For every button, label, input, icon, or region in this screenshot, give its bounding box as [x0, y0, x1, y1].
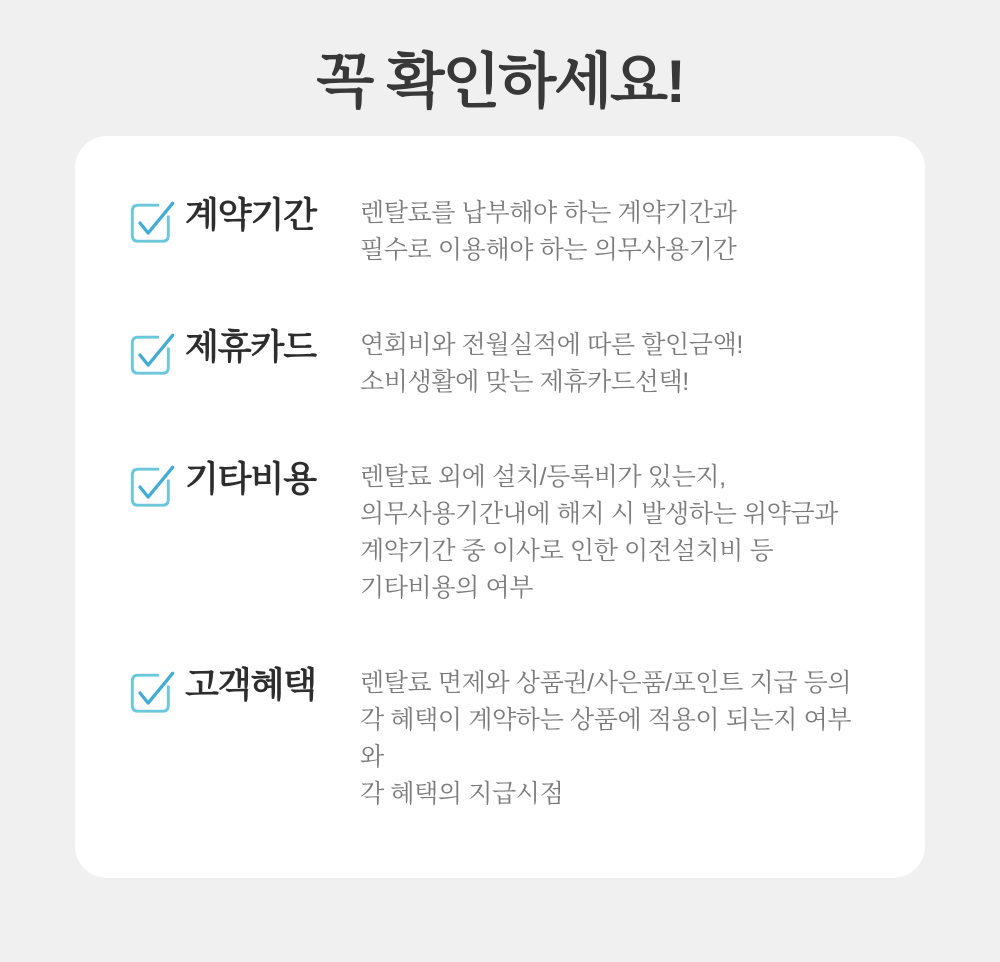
item-description — [360, 195, 867, 269]
checkbox-checked-icon — [128, 464, 176, 510]
description-line: 필수로 이용해야 하는 의무사용기간 — [360, 236, 737, 264]
description-line: 소비생활에 맞는 제휴카드선택! — [360, 368, 689, 396]
checkbox-box-shape — [132, 337, 168, 373]
checkbox-checked-icon — [128, 332, 176, 378]
item-description — [360, 327, 867, 401]
checklist-item-other-costs — [128, 460, 867, 607]
checklist-card — [75, 136, 925, 878]
description-line: 의무사용기간내에 해지 시 발생하는 위약금과 — [360, 500, 839, 528]
item-title: 제휴카드 — [185, 328, 317, 367]
description-line: 각 혜택의 지급시점 — [360, 780, 564, 808]
description-line: 연회비와 전월실적에 따른 할인금액! — [360, 331, 743, 359]
item-description — [360, 459, 867, 607]
description-line: 계약기간 중 이사로 인한 이전설치비 등 — [360, 537, 774, 565]
item-description — [360, 665, 867, 813]
checkbox-box-shape — [132, 205, 168, 241]
checkbox-checked-icon — [128, 200, 176, 246]
description-line: 렌탈료를 납부해야 하는 계약기간과 — [360, 199, 737, 227]
description-line: 렌탈료 면제와 상품권/사은품/포인트 지급 등의 — [360, 669, 852, 697]
checkbox-box-shape — [132, 469, 168, 505]
checklist-item-partner-card — [128, 328, 867, 401]
checkbox-checked-icon — [128, 670, 176, 716]
item-title: 계약기간 — [185, 196, 317, 235]
checkbox-box-shape — [132, 675, 168, 711]
item-title: 고객혜택 — [185, 666, 317, 705]
description-line: 각 혜택이 계약하는 상품에 적용이 되는지 여부와 — [360, 706, 852, 771]
item-title: 기타비용 — [185, 460, 317, 499]
description-line: 렌탈료 외에 설치/등록비가 있는지, — [360, 463, 726, 491]
description-line: 기타비용의 여부 — [360, 574, 533, 602]
checklist-item-contract-period — [128, 196, 867, 269]
checklist-item-customer-benefits — [128, 666, 867, 813]
page-title: 꼭 확인하세요! — [316, 48, 684, 115]
